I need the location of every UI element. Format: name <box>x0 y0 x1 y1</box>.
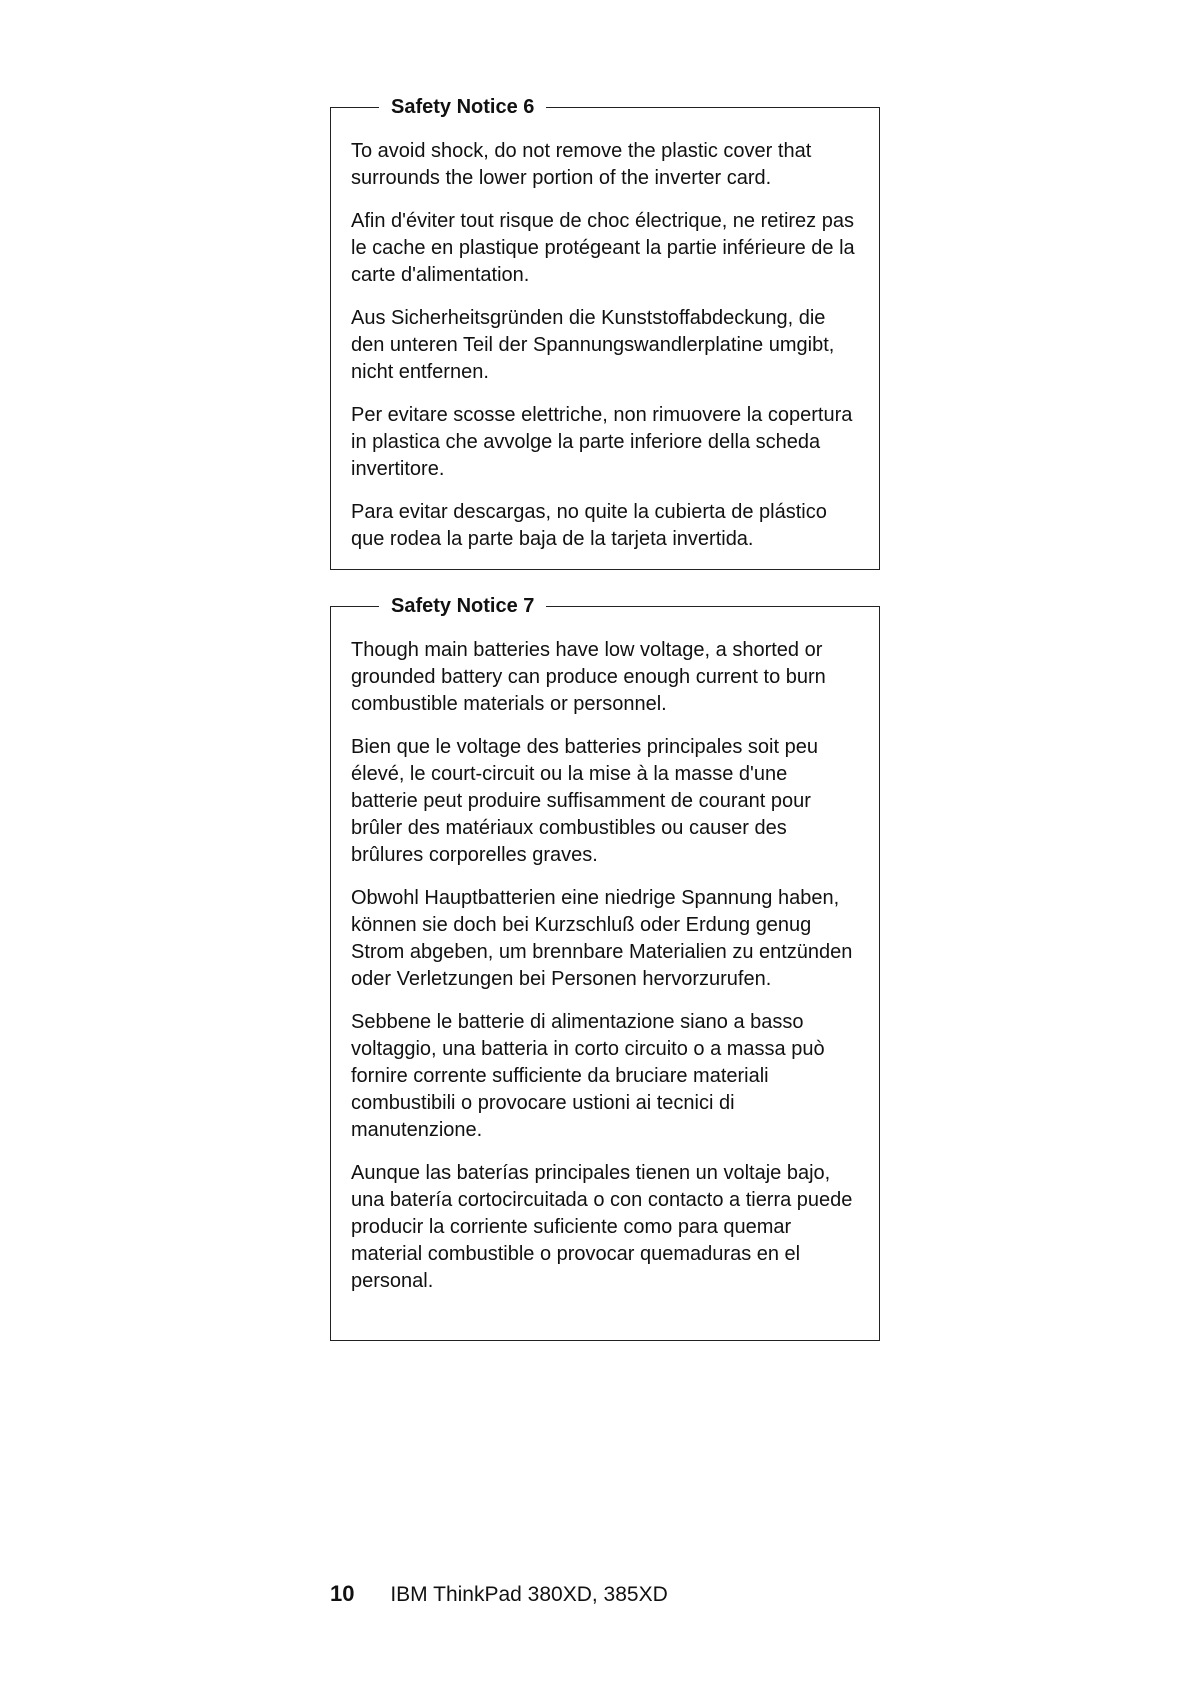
notice-7-paragraph-italian: Sebbene le batterie di alimentazione siano a basso voltaggio, una batteria in corto circuito o a massa può fornire corrente sufficiente da bruciare materiali combustibili o provocare ustioni ai tecnici di manutenzione. <box>351 1011 825 1141</box>
notice-6-paragraph-french: Afin d'éviter tout risque de choc électrique, ne retirez pas le cache en plastique protégeant la partie inférieure de la carte d'alimentation. <box>351 210 855 286</box>
notice-7-paragraph-english: Though main batteries have low voltage, a shorted or grounded battery can produce enough current to burn combustible materials or personnel. <box>351 639 826 715</box>
notice-6-paragraph-spanish: Para evitar descargas, no quite la cubierta de plástico que rodea la parte baja de la tarjeta invertida. <box>351 501 827 550</box>
notice-6-paragraph-italian: Per evitare scosse elettriche, non rimuovere la copertura in plastica che avvolge la parte inferiore della scheda invertitore. <box>351 404 853 480</box>
safety-notice-7-box <box>330 595 880 1341</box>
notice-7-paragraph-french: Bien que le voltage des batteries principales soit peu élevé, le court-circuit ou la mise à la masse d'une batterie peut produire suffisamment de courant pour brûler des matériaux combustibles ou causer des brûlures corporelles graves. <box>351 736 818 866</box>
notice-6-paragraph-english: To avoid shock, do not remove the plastic cover that surrounds the lower portion of the inverter card. <box>351 140 812 189</box>
page-number: 10 <box>330 1581 355 1606</box>
safety-notice-6-title: Safety Notice 6 <box>379 94 546 120</box>
safety-notice-6-box <box>330 96 880 570</box>
notice-6-paragraph-german: Aus Sicherheitsgründen die Kunststoffabdeckung, die den unteren Teil der Spannungswandlerplatine umgibt, nicht entfernen. <box>351 307 835 383</box>
notice-7-paragraph-spanish: Aunque las baterías principales tienen un voltaje bajo, una batería cortocircuitada o con contacto a tierra puede producir la corriente suficiente como para quemar material combustible o provocar quemaduras en el personal. <box>351 1162 853 1292</box>
book-title: IBM ThinkPad 380XD, 385XD <box>390 1583 668 1606</box>
page-footer <box>330 1580 668 1609</box>
safety-notice-7-title: Safety Notice 7 <box>379 593 546 619</box>
notice-7-paragraph-german: Obwohl Hauptbatterien eine niedrige Spannung haben, können sie doch bei Kurzschluß oder Erdung genug Strom abgeben, um brennbare Materialien zu entzünden oder Verletzungen bei Personen hervorzurufen. <box>351 887 853 990</box>
